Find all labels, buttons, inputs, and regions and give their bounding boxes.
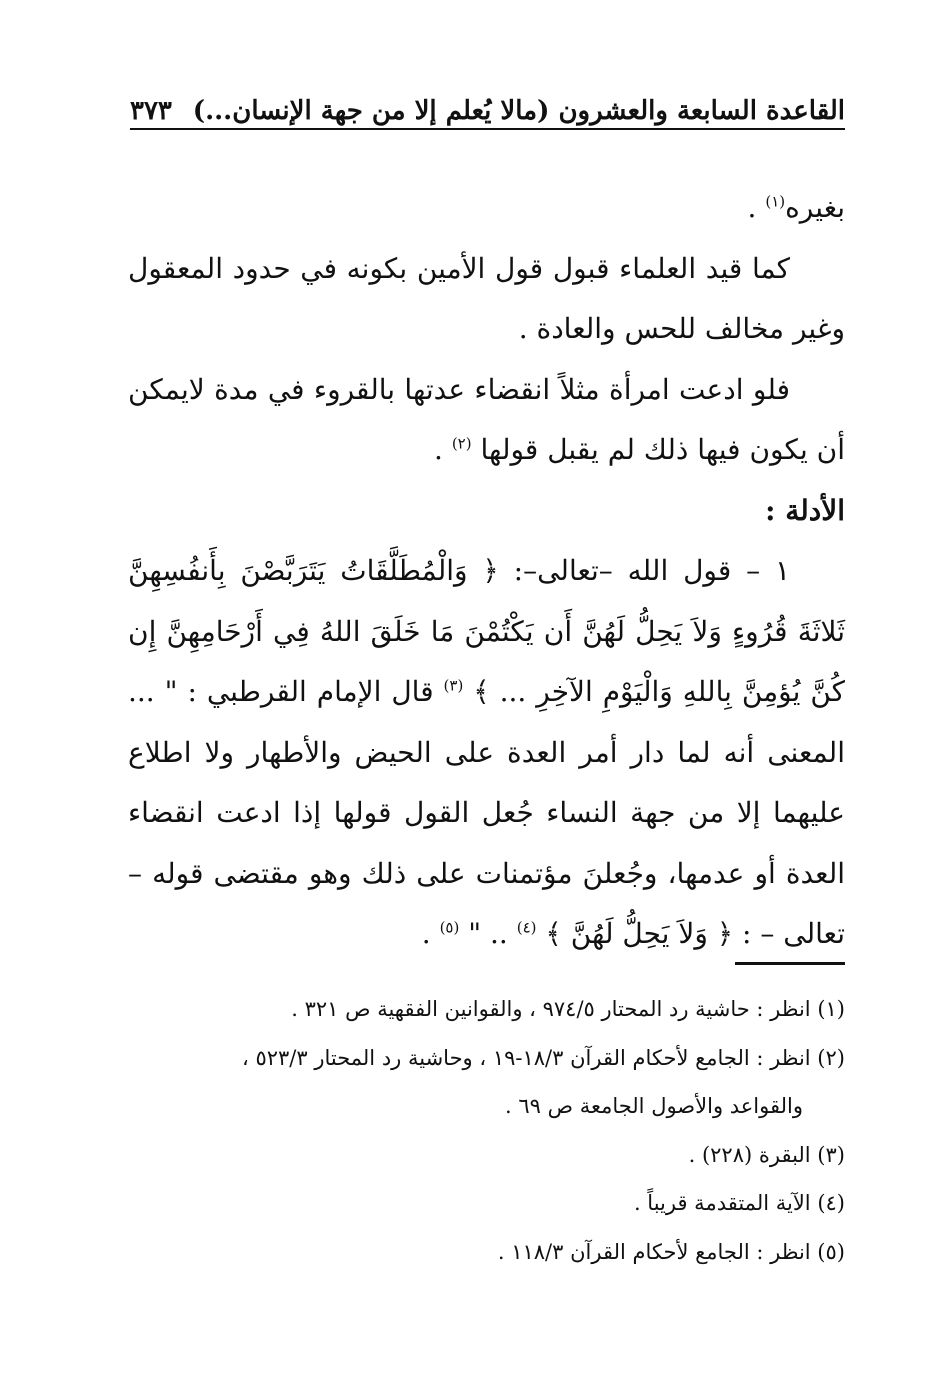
footnote-ref: (٢) [451,434,472,453]
paragraph-3: فلو ادعت امرأة مثلاً انقضاء عدتها بالقروء في مدة لايمكن أن يكون فيها ذلك لم يقبل قولها $^{(٢)}$ . [128,372,845,466]
page-number: ٣٧٣ [130,96,172,126]
main-text [128,178,845,965]
footnote-2-continued: والقواعد والأصول الجامعة ص ٦٩ . [505,1094,803,1118]
footnote-ref: (٣) [443,676,464,695]
footnote-ref: (١) [765,192,786,211]
footnote-1: (١) انظر : حاشية رد المحتار ٩٧٤/٥ ، والقوانين الفقهية ص ٣٢١ . [291,997,845,1021]
paragraph-4: ١ – قول الله –تعالى–: ﴿ وَالْمُطَلَّقَاتُ يَتَرَبَّصْنَ بِأَنفُسِهِنَّ ثَلاثَةَ قُرُوءٍ وَلاَ يَحِلُّ لَهُنَّ أَن يَكْتُمْنَ مَا خَلَقَ اللهُ فِي أَرْحَامِهِنَّ إِن كُنَّ يُؤمِنَّ بِاللهِ وَالْيَوْمِ الآخِرِ ... ﴾ $^{(٣)}$ قال الإمام القرطبي : " ... المعنى أنه لما دار أمر العدة على الحيض والأطهار ولا اطلاع عليهما إلا من جهة النساء جُعل القول قولها إذا ادعت انقضاء العدة أو عدمها، وجُعلنَ مؤتمنات على ذلك وهو مقتضى قوله – تعالى – : ﴿ وَلاَ يَحِلُّ لَهُنَّ ﴾ $^{(٤)}$ .. " $^{(٥)}$ . [128,554,845,950]
footnote-3: (٣) البقرة (٢٢٨) . [688,1142,845,1167]
footnote-4: (٤) الآية المتقدمة قريباً . [633,1191,845,1215]
footnote-ref: (٤) [516,918,537,937]
running-header [130,74,845,126]
chapter-title: القاعدة السابعة والعشرون (مالا يُعلم إلا من جهة الإنسان...) [192,96,845,126]
paragraph-2: كما قيد العلماء قبول قول الأمين بكونه في حدود المعقول وغير مخالف للحس والعادة . [128,251,845,345]
footnote-rule [735,962,845,965]
footnote-2: (٢) انظر : الجامع لأحكام القرآن ١٨/٣-١٩ ، وحاشية رد المحتار ٥٢٣/٣ ، [242,1045,845,1070]
header-rule [130,128,845,130]
footnote-ref: (٥) [439,918,460,937]
footnotes [128,985,845,1276]
footnote-5: (٥) انظر : الجامع لأحكام القرآن ١١٨/٣ . [497,1239,845,1264]
paragraph-1: بغيره$^{(١)}$ . [747,191,845,224]
section-heading: الأدلة : [765,493,845,527]
